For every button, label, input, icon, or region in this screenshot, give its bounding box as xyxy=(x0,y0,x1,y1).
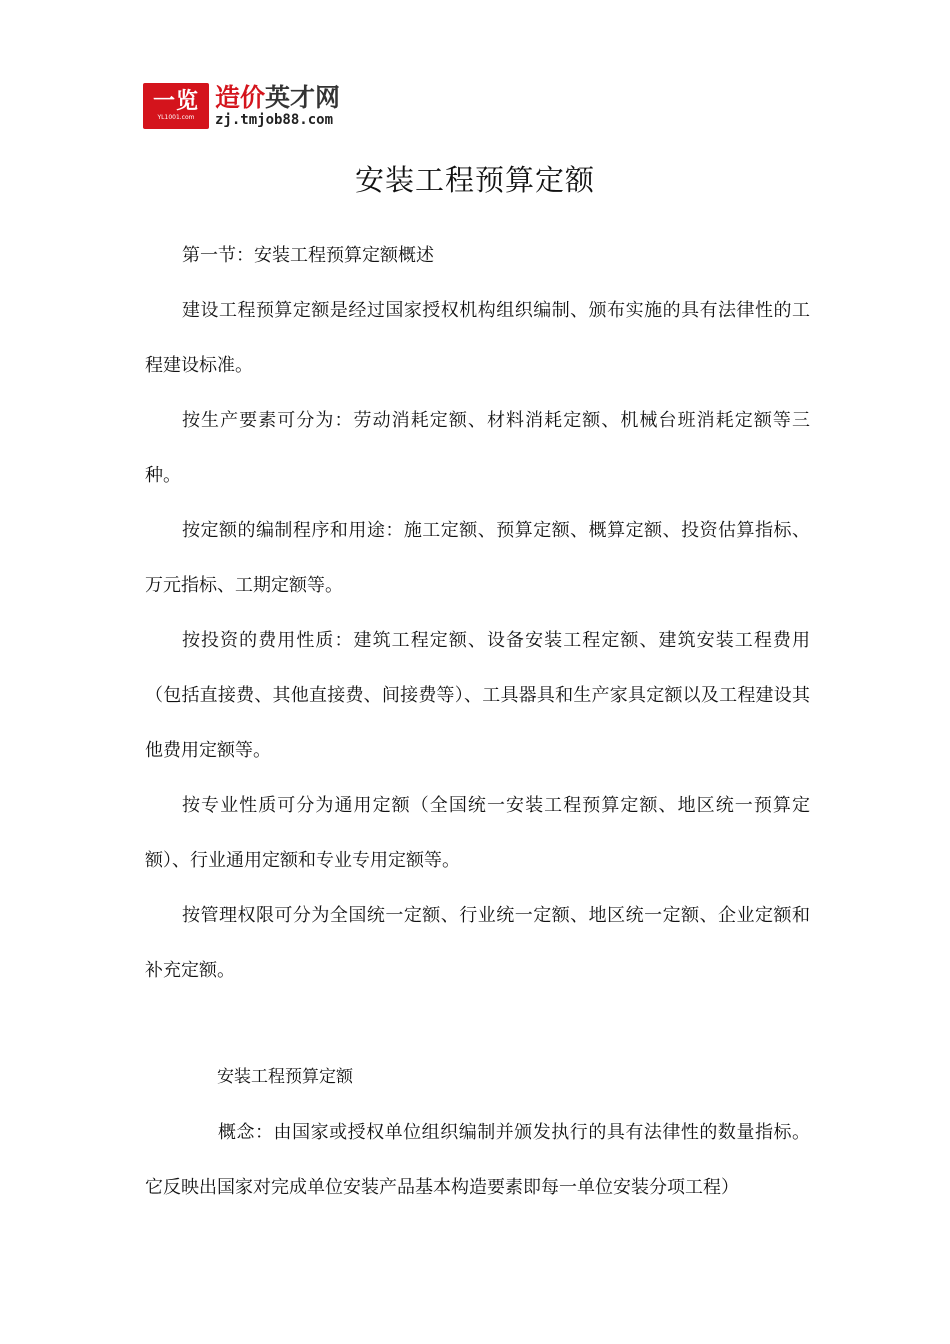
logo-name xyxy=(215,84,340,112)
logo-badge xyxy=(143,83,209,129)
logo-name-dark: 英才网 xyxy=(265,83,341,112)
site-logo xyxy=(143,82,340,130)
section-heading: 第一节：安装工程预算定额概述 xyxy=(182,245,434,266)
logo-name-red: 造价 xyxy=(215,83,266,112)
paragraph-definition: 建设工程预算定额是经过国家授权机构组织编制、颁布实施的具有法律性的工程建设标准。 xyxy=(145,300,810,376)
logo-url: zj.tmjob88.com xyxy=(215,112,334,128)
document-title: 安装工程预算定额 xyxy=(354,163,595,197)
paragraph-cost-nature: 按投资的费用性质：建筑工程定额、设备安装工程定额、建筑安装工程费用（包括直接费、其他直接费、间接费等）、工具器具和生产家具定额以及工程建设其他费用定额等。 xyxy=(145,630,810,761)
paragraph-production-factors: 按生产要素可分为：劳动消耗定额、材料消耗定额、机械台班消耗定额等三种。 xyxy=(145,410,810,486)
subheading: 安装工程预算定额 xyxy=(217,1067,353,1087)
logo-badge-domain: YL1001.com xyxy=(157,114,195,121)
paragraph-management-authority: 按管理权限可分为全国统一定额、行业统一定额、地区统一定额、企业定额和补充定额。 xyxy=(145,905,810,981)
logo-text xyxy=(215,84,340,128)
paragraph-compilation-purpose: 按定额的编制程序和用途：施工定额、预算定额、概算定额、投资估算指标、万元指标、工期定额等。 xyxy=(145,520,810,596)
logo-badge-text: 一览 xyxy=(152,89,199,114)
paragraph-concept: 概念：由国家或授权单位组织编制并颁发执行的具有法律性的数量指标。它反映出国家对完成单位安装产品基本构造要素即每一单位安装分项工程） xyxy=(145,1122,810,1198)
paragraph-professional-nature: 按专业性质可分为通用定额（全国统一安装工程预算定额、地区统一预算定额）、行业通用定额和专业专用定额等。 xyxy=(145,795,810,871)
